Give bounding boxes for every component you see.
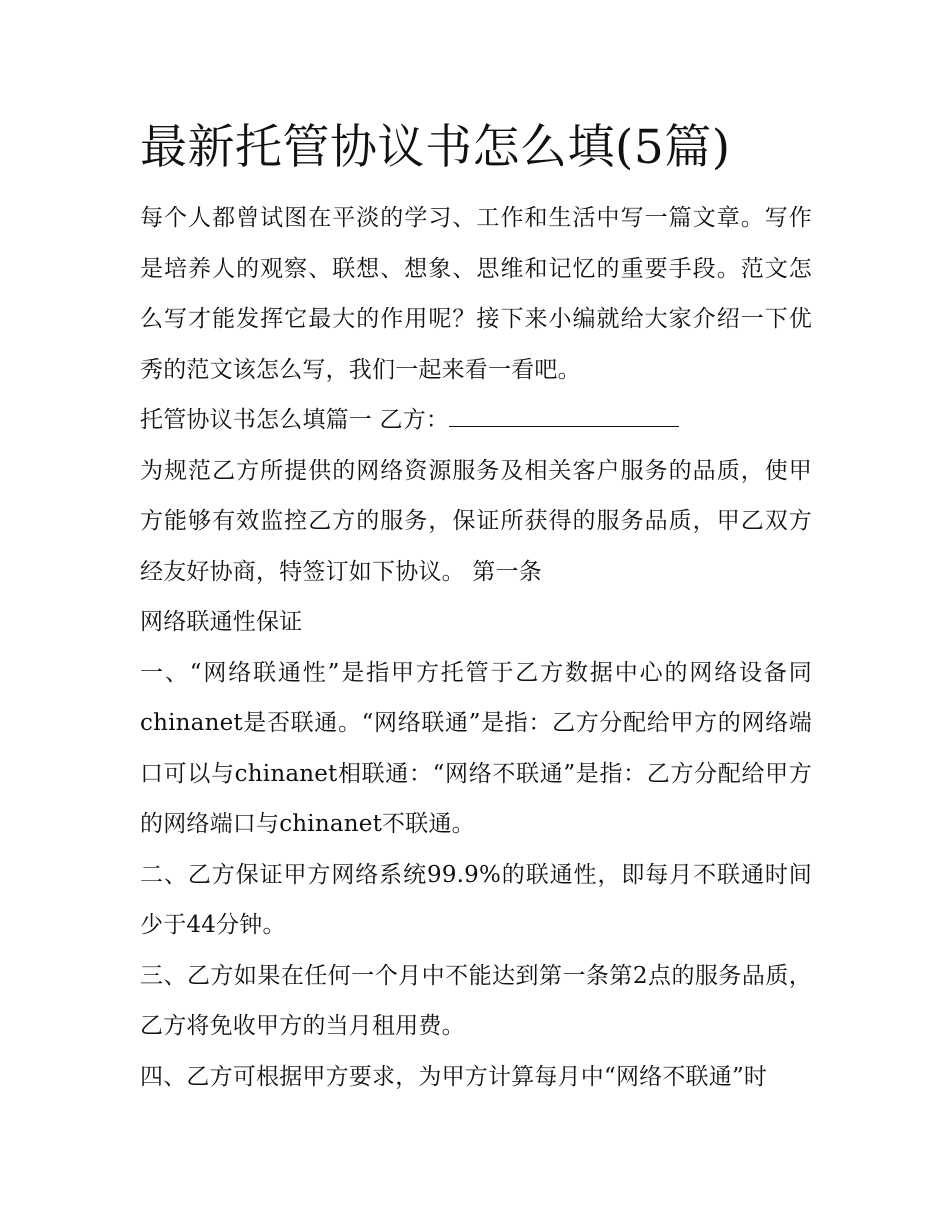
party-b-label: 托管协议书怎么填篇一 乙方： [140,407,450,433]
intro-paragraph: 每个人都曾试图在平淡的学习、工作和生活中写一篇文章。写作是培养人的观察、联想、想象、思维和记忆的重要手段。范文怎么写才能发挥它最大的作用呢？接下来小编就给大家介绍一下优秀的范文该怎么写，我们一起来看一看吧。 [140,205,812,383]
party-b-line [140,395,812,446]
section-heading: 网络联通性保证 [140,609,303,635]
clause-four: 四、乙方可根据甲方要求，为甲方计算每月中“网络不联通”时 [140,1063,768,1090]
document-title: 最新托管协议书怎么填(5篇) [140,120,731,175]
clause-one: 一、“网络联通性”是指甲方托管于乙方数据中心的网络设备同chinanet是否联通。“网络联通”是指：乙方分配给甲方的网络端口可以与chinanet相联通：“网络不联通”是指：乙方分配给甲方的网络端口与chinanet不联通。 [140,659,812,837]
clause-two: 二、乙方保证甲方网络系统99.9%的联通性，即每月不联通时间少于44分钟。 [140,861,812,938]
signature-blank [449,425,679,427]
document-body [140,112,812,1102]
clause-three: 三、乙方如果在任何一个月中不能达到第一条第2点的服务品质，乙方将免收甲方的当月租用费。 [140,962,812,1039]
purpose-paragraph: 为规范乙方所提供的网络资源服务及相关客户服务的品质，使甲方能够有效监控乙方的服务，保证所获得的服务品质，甲乙双方经友好协商，特签订如下协议。 第一条 [140,457,812,585]
